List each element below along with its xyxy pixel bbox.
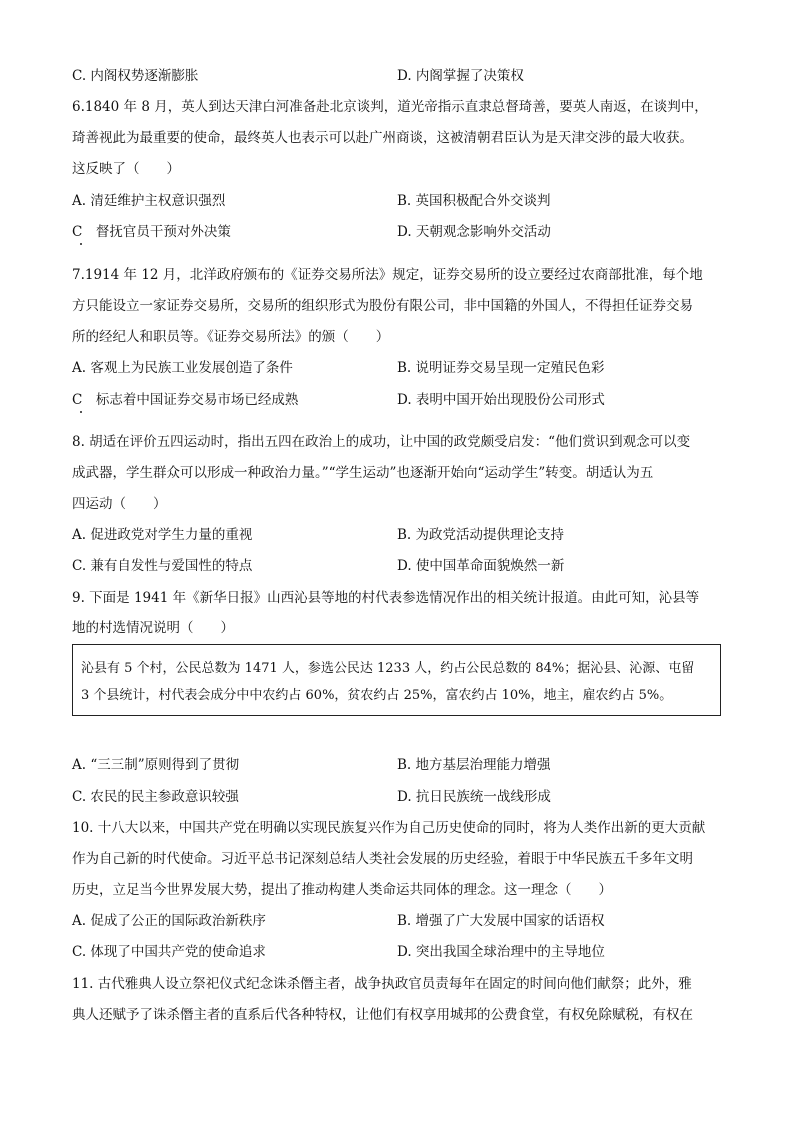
q9-option-d: D. 抗日民族统一战线形成 <box>397 789 551 805</box>
q10-option-d: D. 突出我国全球治理中的主导地位 <box>397 944 605 960</box>
q5-option-d: D. 内阁掌握了决策权 <box>397 68 524 84</box>
q9-box-line: 沁县有 5 个村，公民总数为 1471 人，参选公民达 1233 人，约占公民总数的 84%；据沁县、沁源、屯留 <box>81 661 695 676</box>
q7-stem-line: 所的经纪人和职员等。《证券交易所法》的颁（ ） <box>72 329 390 345</box>
q6-option-a: A. 清廷维护主权意识强烈 <box>72 193 226 209</box>
q11-stem-line: 典人还赋予了诛杀僭主者的直系后代各种特权，让他们有权享用城邦的公费食堂，有权免除赋税，有权在 <box>72 1007 693 1023</box>
q8-option-d: D. 使中国革命面貌焕然一新 <box>397 558 565 574</box>
q8-stem-line: 8. 胡适在评价五四运动时，指出五四在政治上的成功，让中国的政党颇受启发：“他们赏识到观念可以变 <box>72 434 691 450</box>
q9-stem-line: 9. 下面是 1941 年《新华日报》山西沁县等地的村代表参选情况作出的相关统计报道。由此可知，沁县等 <box>72 590 700 606</box>
q9-stem-line: 地的村选情况说明（ ） <box>72 620 234 636</box>
q7-option-d: D. 表明中国开始出现股份公司形式 <box>397 392 605 408</box>
q9-data-box <box>72 644 721 716</box>
q10-option-c: C. 体现了中国共产党的使命追求 <box>72 944 266 960</box>
q5-option-c: C. 内阁权势逐渐膨胀 <box>72 68 199 84</box>
q6-option-d: D. 天朝观念影响外交活动 <box>397 224 551 240</box>
q8-stem-line: 四运动（ ） <box>72 496 167 512</box>
ink-dot <box>80 411 82 413</box>
q7-option-c: C 标志着中国证券交易市场已经成熟 <box>72 392 299 408</box>
q8-option-a: A. 促进政党对学生力量的重视 <box>72 527 253 543</box>
q10-option-a: A. 促成了公正的国际政治新秩序 <box>72 913 266 929</box>
q9-box-line: 3 个县统计，村代表会成分中中农约占 60%，贫农约占 25%，富农约占 10%，地主，雇农约占 5%。 <box>81 688 673 703</box>
q8-stem-line: 成武器，学生群众可以形成一种政治力量。”“学生运动”也逐渐开始向“运动学生”转变。胡适认为五 <box>72 465 654 481</box>
q7-stem-line: 方只能设立一家证券交易所，交易所的组织形式为股份有限公司，非中国籍的外国人，不得担任证券交易 <box>72 298 693 314</box>
q10-stem-line: 作为自己新的时代使命。习近平总书记深刻总结人类社会发展的历史经验，着眼于中华民族五千多年文明 <box>72 851 693 867</box>
q7-stem-line: 7.1914 年 12 月，北洋政府颁布的《证券交易所法》规定，证券交易所的设立要经过农商部批准，每个地 <box>72 267 703 283</box>
q7-option-b: B. 说明证券交易呈现一定殖民色彩 <box>397 360 605 376</box>
q10-option-b: B. 增强了广大发展中国家的话语权 <box>397 913 605 929</box>
q6-stem-line: 6.1840 年 8 月，英人到达天津白河准备赴北京谈判，道光帝指示直隶总督琦善，要英人南返，在谈判中， <box>72 99 708 115</box>
q10-stem-line: 历史，立足当今世界发展大势，提出了推动构建人类命运共同体的理念。这一理念（ ） <box>72 882 612 898</box>
q9-option-b: B. 地方基层治理能力增强 <box>397 757 551 773</box>
q11-stem-line: 11. 古代雅典人设立祭祀仪式纪念诛杀僭主者，战争执政官员责每年在固定的时间向他们献祭；此外，雅 <box>72 976 692 992</box>
q6-stem-line: 琦善视此为最重要的使命，最终英人也表示可以赴广州商谈，这被清朝君臣认为是天津交涉的最大收获。 <box>72 130 693 146</box>
q6-option-b: B. 英国积极配合外交谈判 <box>397 193 551 209</box>
q9-option-a: A. “三三制”原则得到了贯彻 <box>72 757 240 773</box>
q6-stem-line: 这反映了（ ） <box>72 161 180 177</box>
ink-dot <box>80 243 82 245</box>
q8-option-b: B. 为政党活动提供理论支持 <box>397 527 565 543</box>
q6-option-c: C 督抚官员干预对外决策 <box>72 224 231 240</box>
q8-option-c: C. 兼有自发性与爱国性的特点 <box>72 558 253 574</box>
q10-stem-line: 10. 十八大以来，中国共产党在明确以实现民族复兴作为自己历史使命的同时，将为人类作出新的更大贡献 <box>72 820 706 836</box>
q7-option-a: A. 客观上为民族工业发展创造了条件 <box>72 360 293 376</box>
q9-option-c: C. 农民的民主参政意识较强 <box>72 789 239 805</box>
